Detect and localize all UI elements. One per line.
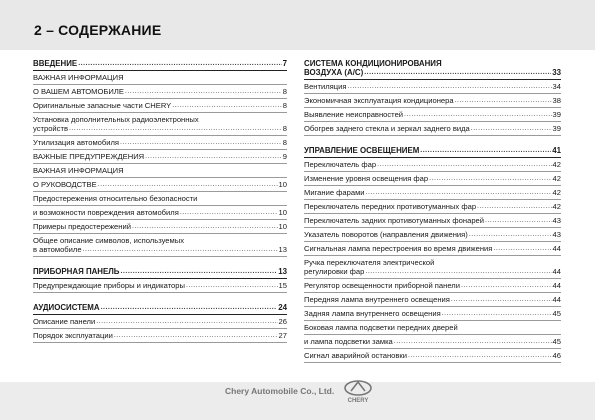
toc-entry-label: Общее описание символов, используемых <box>33 236 184 245</box>
toc-entry[interactable] <box>33 329 287 343</box>
toc-page-number: 42 <box>552 202 561 211</box>
leader-dots <box>420 146 551 155</box>
toc-entry-label: Предостережения относительно безопасности <box>33 194 198 203</box>
leader-dots <box>364 68 551 77</box>
leader-dots <box>132 222 278 231</box>
leader-dots <box>114 331 278 340</box>
toc-entry-label: Изменение уровня освещения фар <box>304 174 429 183</box>
leader-dots <box>469 230 552 239</box>
toc-entry[interactable] <box>33 265 287 279</box>
toc-entry-label: Сигнал аварийной остановки <box>304 351 407 360</box>
logo-text: CHERY <box>347 398 369 404</box>
toc-entry-label-cont: ВОЗДУХА (A/C) <box>304 68 364 77</box>
toc-entry[interactable] <box>304 94 561 108</box>
toc-entry[interactable] <box>304 256 561 279</box>
toc-page-number: 43 <box>552 216 561 225</box>
chery-logo-icon <box>340 379 376 405</box>
toc-entry[interactable] <box>33 85 287 99</box>
toc-entry[interactable] <box>304 144 561 158</box>
toc-entry-label: и лампа подсветки замка <box>304 337 393 346</box>
leader-dots <box>477 202 552 211</box>
toc-entry <box>304 321 561 335</box>
toc-page-number: 45 <box>552 309 561 318</box>
toc-entry-label: Примеры предостережений <box>33 222 131 231</box>
leader-dots <box>145 152 282 161</box>
toc-entry[interactable] <box>33 234 287 257</box>
toc-entry[interactable] <box>304 242 561 256</box>
toc-entry[interactable] <box>304 57 561 80</box>
toc-entry[interactable] <box>33 315 287 329</box>
toc-right-column <box>304 57 561 363</box>
toc-entry[interactable] <box>304 108 561 122</box>
leader-dots <box>429 174 551 183</box>
toc-page-number: 42 <box>552 174 561 183</box>
toc-entry-label: Ручка переключателя электрической <box>304 258 435 267</box>
toc-entry[interactable] <box>304 172 561 186</box>
toc-page-number: 46 <box>552 351 561 360</box>
toc-entry[interactable] <box>304 200 561 214</box>
toc-page-number: 9 <box>282 152 287 161</box>
leader-dots <box>120 138 282 147</box>
toc-entry-label: Описание панели <box>33 317 96 326</box>
leader-dots <box>101 303 278 312</box>
toc-entry[interactable] <box>304 186 561 200</box>
toc-entry-label: Передняя лампа внутреннего освещения <box>304 295 450 304</box>
toc-entry-label: УПРАВЛЕНИЕ ОСВЕЩЕНИЕМ <box>304 146 420 155</box>
toc-entry-label: Мигание фарами <box>304 188 365 197</box>
toc-entry-label: Регулятор освещенности приборной панели <box>304 281 460 290</box>
leader-dots <box>461 281 552 290</box>
leader-dots <box>404 110 552 119</box>
toc-page-number: 27 <box>278 331 287 340</box>
toc-entry[interactable] <box>33 220 287 234</box>
toc-entry[interactable] <box>304 158 561 172</box>
toc-entry <box>33 192 287 206</box>
toc-entry-label: Задняя лампа внутреннего освещения <box>304 309 441 318</box>
leader-dots <box>485 216 552 225</box>
leader-dots <box>493 244 551 253</box>
toc-page-number: 41 <box>552 146 561 155</box>
toc-page-number: 43 <box>552 230 561 239</box>
toc-entry[interactable] <box>304 80 561 94</box>
leader-dots <box>120 267 277 276</box>
toc-entry-label: Оригинальные запасные части CHERY <box>33 101 172 110</box>
toc-entry[interactable] <box>33 178 287 192</box>
toc-page-number: 10 <box>278 208 287 217</box>
toc-entry-label: и возможности повреждения автомобиля <box>33 208 179 217</box>
toc-entry-label: ВВЕДЕНИЕ <box>33 59 78 68</box>
toc-page-number: 45 <box>552 337 561 346</box>
toc-page-number: 24 <box>278 303 287 312</box>
toc-entry[interactable] <box>304 122 561 136</box>
toc-page-number: 13 <box>278 267 287 276</box>
toc-entry-label: Переключатель задних противотуманных фонарей <box>304 216 485 225</box>
toc-entry-label: Боковая лампа подсветки передних дверей <box>304 323 458 332</box>
section-gap <box>304 136 561 144</box>
toc-entry[interactable] <box>304 228 561 242</box>
section-gap <box>33 257 287 265</box>
toc-entry-label: Порядок эксплуатации <box>33 331 113 340</box>
toc-page-number: 39 <box>552 124 561 133</box>
toc-entry-label: ПРИБОРНАЯ ПАНЕЛЬ <box>33 267 120 276</box>
toc-entry-label: Переключатель фар <box>304 160 377 169</box>
toc-entry[interactable] <box>33 99 287 113</box>
toc-page-number: 10 <box>278 180 287 189</box>
leader-dots <box>455 96 552 105</box>
toc-entry[interactable] <box>304 214 561 228</box>
toc-entry[interactable] <box>33 206 287 220</box>
leader-dots <box>98 180 278 189</box>
toc-entry-label-cont: устройств <box>33 124 68 133</box>
toc-entry-label: О РУКОВОДСТВЕ <box>33 180 97 189</box>
toc-entry-label: Переключатель передних противотуманных фар <box>304 202 477 211</box>
toc-page-number: 7 <box>282 59 287 68</box>
toc-entry-label-cont: регулировки фар <box>304 267 365 276</box>
toc-entry[interactable] <box>33 279 287 293</box>
toc-page-number: 8 <box>282 101 287 110</box>
toc-page-number: 8 <box>282 138 287 147</box>
toc-entry[interactable] <box>304 279 561 293</box>
toc-entry-label: Установка дополнительных радиоэлектронных <box>33 115 199 124</box>
toc-entry[interactable] <box>33 136 287 150</box>
toc-page-number: 8 <box>282 124 287 133</box>
toc-page-number: 44 <box>552 244 561 253</box>
toc-entry[interactable] <box>33 301 287 315</box>
toc-entry-label: Обогрев заднего стекла и зеркал заднего вида <box>304 124 470 133</box>
toc-entry-label: ВАЖНАЯ ИНФОРМАЦИЯ <box>33 73 124 82</box>
leader-dots <box>365 267 551 276</box>
toc-page-number: 42 <box>552 160 561 169</box>
toc-entry[interactable] <box>33 150 287 164</box>
footer-company: Chery Automobile Co., Ltd. <box>225 386 335 396</box>
toc-page-number: 8 <box>282 87 287 96</box>
toc-entry-label: Экономичная эксплуатация кондиционера <box>304 96 454 105</box>
leader-dots <box>394 337 552 346</box>
toc-left-column <box>33 57 287 343</box>
toc-page-number: 15 <box>278 281 287 290</box>
toc-entry-label: ВАЖНАЯ ИНФОРМАЦИЯ <box>33 166 124 175</box>
leader-dots <box>408 351 552 360</box>
toc-page-number: 34 <box>552 82 561 91</box>
toc-entry <box>33 71 287 85</box>
toc-page-number: 42 <box>552 188 561 197</box>
toc-entry[interactable] <box>304 349 561 363</box>
page-title: 2 – СОДЕРЖАНИЕ <box>34 22 162 38</box>
leader-dots <box>96 317 277 326</box>
leader-dots <box>186 281 278 290</box>
toc-entry[interactable] <box>304 335 561 349</box>
toc-page-number: 44 <box>552 267 561 276</box>
toc-page-number: 44 <box>552 281 561 290</box>
leader-dots <box>78 59 281 68</box>
leader-dots <box>347 82 551 91</box>
toc-entry-label: Утилизация автомобиля <box>33 138 120 147</box>
leader-dots <box>442 309 552 318</box>
leader-dots <box>366 188 552 197</box>
leader-dots <box>125 87 282 96</box>
toc-page-number: 39 <box>552 110 561 119</box>
toc-entry[interactable] <box>304 293 561 307</box>
leader-dots <box>172 101 282 110</box>
toc-page-number: 26 <box>278 317 287 326</box>
toc-entry <box>33 164 287 178</box>
toc-page-number: 44 <box>552 295 561 304</box>
toc-entry[interactable] <box>33 57 287 71</box>
toc-entry-label: СИСТЕМА КОНДИЦИОНИРОВАНИЯ <box>304 59 442 68</box>
toc-page-number: 10 <box>278 222 287 231</box>
toc-entry-label: ВАЖНЫЕ ПРЕДУПРЕЖДЕНИЯ <box>33 152 145 161</box>
toc-entry-label-cont: в автомобиле <box>33 245 82 254</box>
toc-entry-label: АУДИОСИСТЕМА <box>33 303 100 312</box>
toc-entry-label: О ВАШЕМ АВТОМОБИЛЕ <box>33 87 124 96</box>
leader-dots <box>180 208 278 217</box>
toc-entry-label: Выявление неисправностей <box>304 110 404 119</box>
toc-page-number: 38 <box>552 96 561 105</box>
toc-page-number: 13 <box>278 245 287 254</box>
leader-dots <box>69 124 282 133</box>
leader-dots <box>83 245 278 254</box>
leader-dots <box>471 124 552 133</box>
toc-entry-label: Указатель поворотов (направления движения) <box>304 230 468 239</box>
section-gap <box>33 293 287 301</box>
toc-entry[interactable] <box>33 113 287 136</box>
toc-entry[interactable] <box>304 307 561 321</box>
toc-entry-label: Сигнальная лампа перестроения во время движения <box>304 244 493 253</box>
toc-entry-label: Вентиляция <box>304 82 347 91</box>
toc-entry-label: Предупреждающие приборы и индикаторы <box>33 281 185 290</box>
leader-dots <box>377 160 551 169</box>
leader-dots <box>451 295 552 304</box>
toc-page-number: 33 <box>552 68 561 77</box>
